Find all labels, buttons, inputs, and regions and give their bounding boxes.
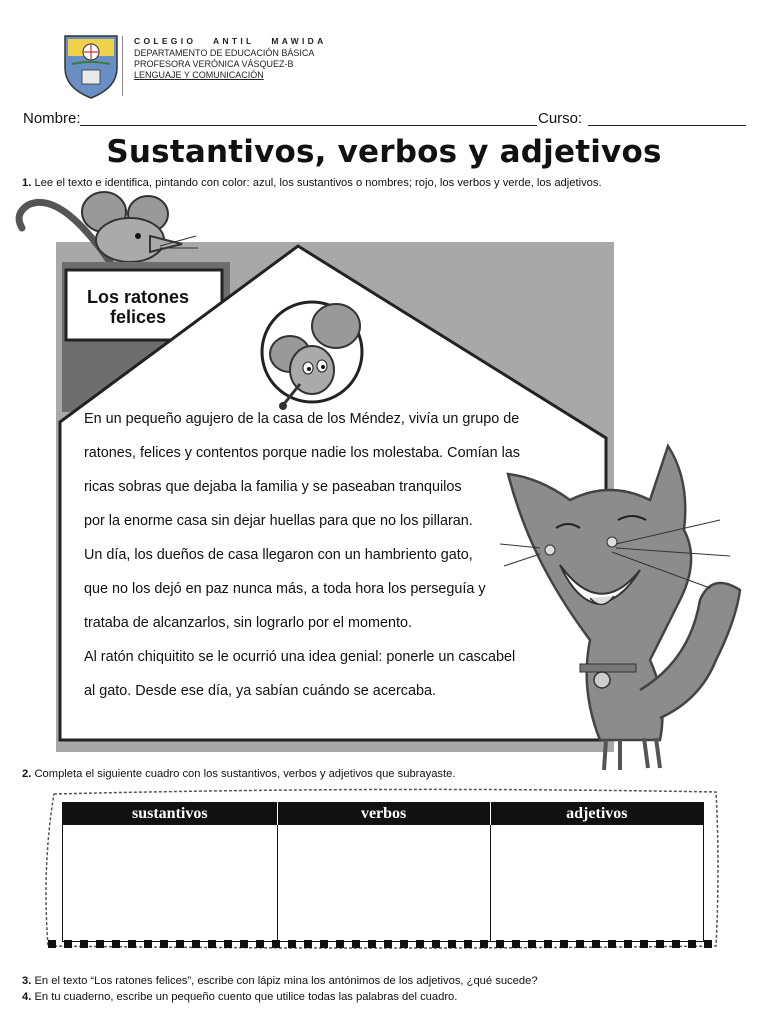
words-table [62, 802, 704, 942]
course-field[interactable] [588, 125, 746, 126]
question-2-number: 2. [22, 768, 32, 780]
column-header-adjectives: adjetivos [490, 803, 703, 825]
page-title: Sustantivos, verbos y adjetivos [106, 134, 662, 170]
name-field[interactable] [80, 125, 537, 126]
question-1-number: 1. [22, 177, 32, 189]
subject-name: LENGUAJE Y COMUNICACIÓN [134, 70, 264, 80]
question-4-number: 4. [22, 991, 32, 1003]
adjectives-answer-cell[interactable] [490, 825, 703, 942]
question-3 [22, 975, 762, 987]
name-label: Nombre: [23, 110, 81, 127]
school-logo [62, 30, 120, 100]
story-line: trataba de alcanzarlos, sin lograrlo por el momento. [84, 615, 412, 631]
story-text [84, 402, 584, 708]
story-title-line-1: Los ratones [86, 287, 190, 307]
column-header-verbs: verbos [277, 803, 490, 825]
story-line: ratones, felices y contentos porque nadie los molestaba. Comían las [84, 445, 520, 461]
verbs-answer-cell[interactable] [277, 825, 490, 942]
story-line: Al ratón chiquitito se le ocurrió una idea genial: ponerle un cascabel [84, 649, 516, 665]
story-line: Un día, los dueños de casa llegaron con un hambriento gato, [84, 547, 473, 563]
department-name: DEPARTAMENTO DE EDUCACIÓN BÁSICA [134, 48, 315, 58]
story-line: al gato. Desde ese día, ya sabían cuándo se acercaba. [84, 683, 437, 699]
course-label: Curso: [538, 110, 583, 127]
question-4 [22, 991, 762, 1003]
question-3-number: 3. [22, 975, 32, 987]
story-line: ricas sobras que dejaba la familia y se paseaban tranquilos [84, 479, 462, 495]
question-4-text: En tu cuaderno, escribe un pequeño cuento que utilice todas las palabras del cuadro. [34, 991, 458, 1003]
question-1-text: Lee el texto e identifica, pintando con color: azul, los sustantivos o nombres; rojo, los verbos y verde, los adjetivos. [34, 177, 602, 189]
story-line: En un pequeño agujero de la casa de los Méndez, vivía un grupo de [84, 411, 520, 427]
question-2 [22, 768, 762, 780]
teacher-name: PROFESORA VERÓNICA VÁSQUEZ-B [134, 59, 294, 69]
column-header-nouns: sustantivos [63, 803, 278, 825]
nouns-answer-cell[interactable] [63, 825, 278, 942]
question-2-text: Completa el siguiente cuadro con los sustantivos, verbos y adjetivos que subrayaste. [34, 768, 456, 780]
story-line: que no los dejó en paz nunca más, a toda hora los perseguía y [84, 581, 486, 597]
story-line: por la enorme casa sin dejar huellas para que no los pillaran. [84, 513, 473, 529]
story-title-line-2: felices [109, 307, 167, 327]
logo-divider [122, 36, 123, 96]
story-title [66, 287, 210, 327]
question-1 [22, 177, 762, 189]
school-name: COLEGIO ANTIL MAWIDA [134, 36, 327, 46]
question-3-text: En el texto “Los ratones felices”, escribe con lápiz mina los antónimos de los adjetivos, ¿qué sucede? [34, 975, 538, 987]
